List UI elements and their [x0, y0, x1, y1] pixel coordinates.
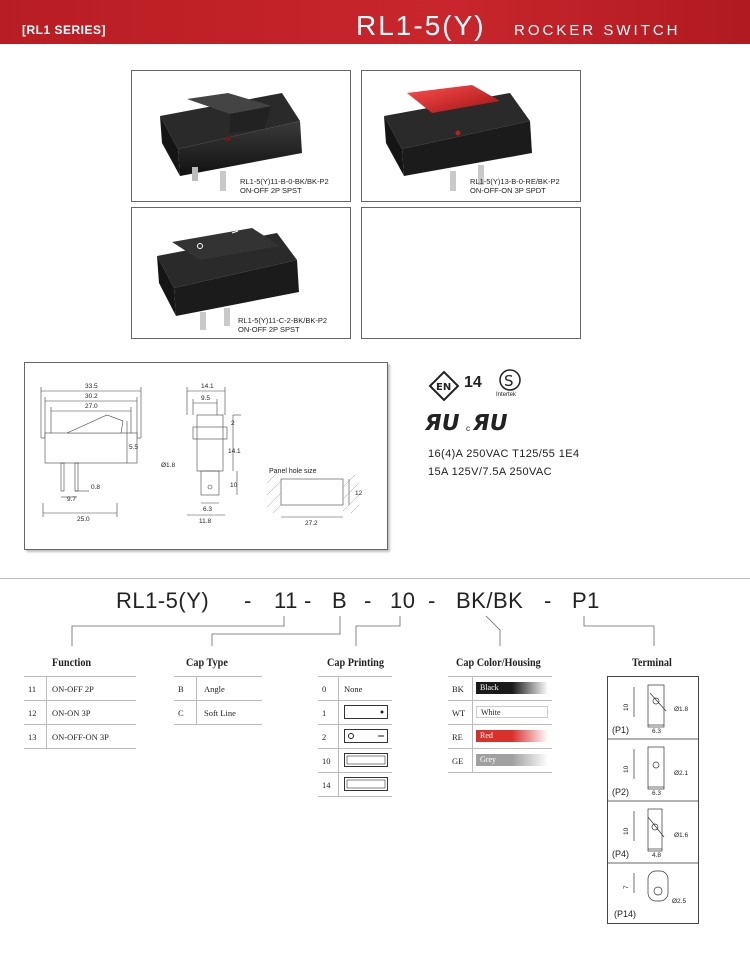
dim-14-1a: 14.1: [201, 383, 214, 390]
p4-diameter: Ø1.6: [674, 832, 689, 839]
code-function: 11: [274, 588, 298, 613]
rating-line-2: 15A 125V/7.5A 250VAC: [428, 466, 552, 478]
rating-line-1: 16(4)A 250VAC T125/55 1E4: [428, 448, 580, 460]
photo-caption-1: RL1-5(Y)11-B-0-BK/BK-P2 ON-OFF 2P SPST: [240, 177, 329, 195]
function-label-13: ON-OFF-ON 3P: [52, 732, 109, 742]
function-label-11: ON-OFF 2P: [52, 684, 94, 694]
dim-10: 10: [230, 482, 238, 489]
p4-label: (P4): [612, 849, 630, 859]
svg-text:ЯU: ЯU: [470, 410, 510, 436]
dim-11-8: 11.8: [199, 518, 212, 525]
cap-type-label-c: Soft Line: [204, 708, 236, 718]
cap-type-label-b: Angle: [204, 684, 225, 694]
dim-0-8: 0.8: [91, 484, 101, 491]
p2-width: 6.3: [652, 790, 662, 797]
svg-text:EN: EN: [436, 382, 452, 393]
code-dash-2: -: [304, 588, 312, 613]
certification-marks-top: [428, 368, 548, 404]
model-title: RL1-5(Y): [356, 10, 486, 41]
p2-height: 10: [623, 765, 630, 773]
p4-height: 10: [623, 827, 630, 835]
function-code-12: 12: [28, 708, 37, 718]
cap-color-title: Cap Color/Housing: [456, 655, 541, 669]
code-cap-type: B: [332, 588, 348, 613]
code-model: RL1-5(Y): [116, 588, 210, 613]
cap-type-code-c: C: [178, 708, 184, 718]
code-color: BK/BK: [456, 588, 524, 613]
function-code-11: 11: [28, 684, 37, 694]
p14-height: 7: [623, 885, 630, 889]
color-code-ge: GE: [452, 756, 464, 766]
p1-width: 6.3: [652, 728, 662, 735]
dim-27-0: 27.0: [85, 403, 98, 410]
function-label-12: ON-ON 3P: [52, 708, 91, 718]
svg-text:S: S: [504, 372, 514, 390]
dim-9-7: 9.7: [67, 496, 77, 503]
terminal-drawings: [608, 677, 698, 923]
cap-printing-code-14: 14: [322, 780, 331, 790]
dim-diameter-1-8: Ø1.8: [161, 462, 176, 469]
dim-14-1b: 14.1: [228, 448, 241, 455]
cap-printing-code-1: 1: [322, 708, 327, 718]
dim-2: 2: [231, 420, 235, 427]
color-code-wt: WT: [452, 708, 466, 718]
cap-type-title: Cap Type: [186, 655, 228, 669]
dim-6-3: 6.3: [203, 506, 213, 513]
dimension-svg: [25, 363, 387, 549]
code-dash-1: -: [244, 588, 252, 613]
code-dash-4: -: [428, 588, 436, 613]
section-divider: [0, 578, 750, 579]
ul-mark-icon: [422, 404, 538, 436]
print-dot-icon: [344, 705, 388, 719]
cap-printing-code-0: 0: [322, 684, 327, 694]
code-dash-3: -: [364, 588, 372, 613]
print-text-icon: [344, 777, 388, 791]
p14-label: (P14): [614, 909, 637, 919]
photo-caption-3: RL1-5(Y)11-C-2-BK/BK-P2 ON-OFF 2P SPST: [238, 316, 328, 334]
dim-12: 12: [355, 490, 363, 497]
photo-card-empty: [361, 207, 581, 339]
photo-card-3: [131, 207, 351, 339]
photo-card-2: [361, 70, 581, 202]
p2-diameter: Ø2.1: [674, 770, 689, 777]
panel-hole-label: Panel hole size: [269, 468, 317, 475]
color-code-re: RE: [452, 732, 463, 742]
dim-30-2: 30.2: [85, 393, 98, 400]
cap-type-code-b: B: [178, 684, 184, 694]
dimension-drawing: [24, 362, 388, 550]
cap-printing-label-0: None: [344, 684, 363, 694]
p1-label: (P1): [612, 725, 630, 735]
product-title: ROCKER SWITCH: [514, 22, 681, 39]
function-code-13: 13: [28, 732, 37, 742]
dim-25-0: 25.0: [77, 516, 90, 523]
intertek-label: Intertek: [496, 392, 517, 398]
code-dash-5: -: [544, 588, 552, 613]
terminal-panel: [607, 676, 699, 924]
code-connector-lines: [0, 610, 750, 650]
p2-label: (P2): [612, 787, 630, 797]
cap-printing-code-10: 10: [322, 756, 331, 766]
print-on-off-icon: [344, 753, 388, 767]
code-terminal: P1: [572, 588, 600, 613]
ul-c-label: c: [466, 424, 470, 433]
ul-marks: [422, 404, 538, 438]
code-cap-printing: 10: [390, 588, 416, 613]
p1-diameter: Ø1.8: [674, 706, 689, 713]
dim-5-5: 5.5: [129, 444, 139, 451]
enec-number: 14: [464, 374, 482, 391]
p1-height: 10: [623, 703, 630, 711]
p14-diameter: Ø2.5: [672, 898, 687, 905]
photo-caption-2: RL1-5(Y)13-B-0-RE/BK-P2 ON-OFF-ON 3P SPDT: [470, 177, 560, 195]
dim-9-5: 9.5: [201, 395, 211, 402]
color-code-bk: BK: [452, 684, 464, 694]
p4-width: 4.8: [652, 852, 662, 859]
color-swatch-black: Black: [476, 682, 548, 694]
enec-mark-icon: [428, 368, 548, 404]
terminal-title: Terminal: [632, 655, 672, 669]
color-swatch-grey: Grey: [476, 754, 548, 766]
series-label: [RL1 SERIES]: [22, 23, 107, 37]
dim-33-5: 33.5: [85, 383, 98, 390]
svg-text:ЯU: ЯU: [422, 410, 462, 436]
dim-27-2: 27.2: [305, 520, 318, 527]
color-swatch-red: Red: [476, 730, 548, 742]
photo-card-1: [131, 70, 351, 202]
color-swatch-white: White: [476, 706, 548, 718]
print-o-dash-icon: [344, 729, 388, 743]
cap-printing-code-2: 2: [322, 732, 327, 742]
function-title: Function: [52, 655, 92, 669]
cap-printing-title: Cap Printing: [327, 655, 384, 669]
